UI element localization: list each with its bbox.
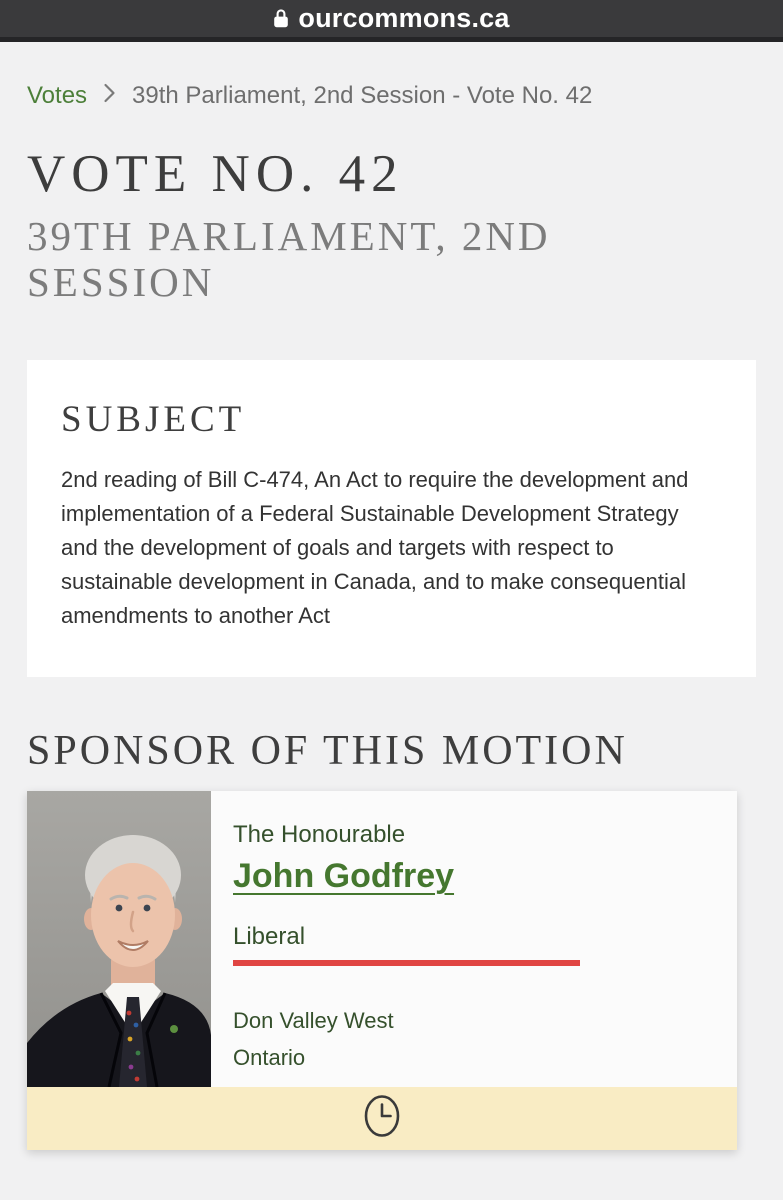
sponsor-party: Liberal <box>233 923 306 951</box>
sponsor-province: Ontario <box>233 1045 306 1071</box>
breadcrumb <box>27 78 756 113</box>
party-color-bar <box>233 960 580 966</box>
lock-icon <box>273 8 289 29</box>
subject-text: 2nd reading of Bill C-474, An Act to require the development and implementation of a Federal Sustainable Development Strategy and the development of goals and targets with respect to sustainable development in Canada, and to make consequential amendments to another Act <box>61 467 689 629</box>
sponsor-constituency: Don Valley West <box>233 1008 394 1034</box>
subject-heading: SUBJECT <box>61 399 246 441</box>
page <box>0 78 783 1150</box>
browser-url: ourcommons.ca <box>298 3 510 33</box>
sponsor-honorific: The Honourable <box>233 821 406 849</box>
vote-time-footer[interactable] <box>27 1087 737 1150</box>
sponsor-card <box>27 791 737 1150</box>
subject-card <box>27 360 756 677</box>
browser-address-bar[interactable] <box>0 0 783 42</box>
breadcrumb-link-votes[interactable]: Votes <box>27 81 88 109</box>
sponsor-row <box>27 791 737 1087</box>
sponsor-name-link[interactable]: John Godfrey <box>233 857 455 896</box>
sponsor-info <box>211 791 737 1087</box>
sponsor-heading: SPONSOR OF THIS MOTION <box>27 728 628 775</box>
chevron-right-icon <box>102 80 117 113</box>
page-subtitle: 39TH PARLIAMENT, 2ND SESSION <box>27 212 551 306</box>
page-title: VOTE NO. 42 <box>27 145 404 203</box>
clock-icon <box>360 1092 404 1145</box>
sponsor-photo[interactable] <box>27 791 211 1087</box>
breadcrumb-current: 39th Parliament, 2nd Session - Vote No. 42 <box>132 81 593 109</box>
